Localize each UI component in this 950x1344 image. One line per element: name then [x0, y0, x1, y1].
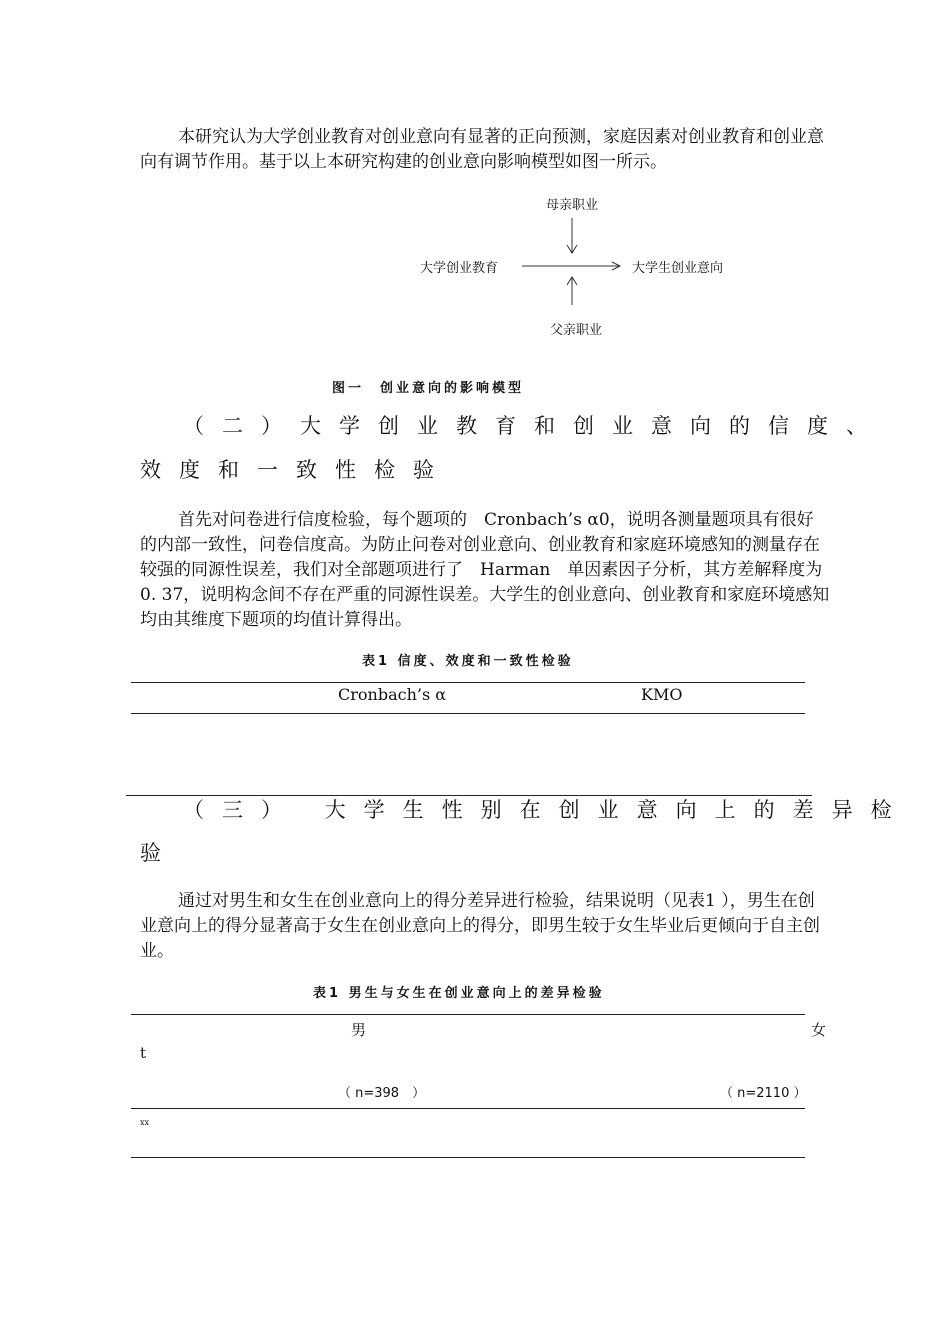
section3-paragraph: 通过对男生和女生在创业意向上的得分差异进行检验，结果说明（见表1 ），男生在创业意向上的得分显著高于女生在创业意向上的得分，即男生较于女生毕业后更倾向于自主创业。: [140, 891, 820, 961]
section3-heading-line2: 验: [140, 841, 179, 865]
table1-caption: 表1 信度、效度和一致性检验: [362, 654, 574, 669]
node-entrepreneurship-education: 大学创业教育: [420, 261, 499, 276]
section3-heading-line1: （三） 大学生性别在创业意向上的差异检: [183, 798, 910, 822]
figure-caption: 图一 创业意向的影响模型: [332, 381, 525, 396]
section2-paragraph: 首先对问卷进行信度检验，每个题项的 Cronbach’s α0，说明各测量题项具有很好的内部一致性，问卷信度高。为防止问卷对创业意向、创业教育和家庭环境感知的测量存在较强的同源性误差，我们对全部题项进行了 Harman 单因素因子分析，其方差解释度为0. 37，说明构念间不存在严重的同源性误差。大学生的创业意向、创业教育和家庭环境感知均由其维度下题项的均值计算得出。: [140, 510, 830, 630]
table2-female-n: （ n=2110 ）: [720, 1086, 807, 1101]
table2-header-female: 女: [811, 1021, 827, 1039]
table1-top-rule: [131, 682, 805, 683]
table2-caption: 表1 男生与女生在创业意向上的差异检验: [313, 986, 605, 1001]
table1-header-cronbach: Cronbach’s α: [338, 685, 447, 704]
table2-top-rule: [131, 1014, 805, 1015]
influence-model-diagram: [400, 190, 760, 340]
table1-header-kmo: KMO: [641, 685, 683, 704]
node-entrepreneurial-intention: 大学生创业意向: [632, 261, 724, 276]
table2-header-male: 男: [351, 1021, 367, 1039]
table2-male-n: （ n=398 ）: [338, 1086, 426, 1101]
table2-bottom-rule: [131, 1157, 805, 1158]
table2-header-rule: [131, 1108, 805, 1109]
table2-row-label: xx: [140, 1118, 150, 1127]
section2-heading-line2: 效度和一致性检验: [140, 458, 452, 482]
section2-heading-line1: （二）大学创业教育和创业意向的信度、: [183, 414, 885, 438]
intro-paragraph: 本研究认为大学创业教育对创业意向有显著的正向预测，家庭因素对创业教育和创业意向有调节作用。基于以上本研究构建的创业意向影响模型如图一所示。: [140, 127, 824, 172]
table1-header-rule: [131, 713, 805, 714]
diagram-arrows: [400, 190, 760, 340]
table2-header-t: t: [140, 1044, 147, 1062]
node-father-occupation: 父亲职业: [550, 323, 603, 338]
node-mother-occupation: 母亲职业: [546, 198, 599, 213]
